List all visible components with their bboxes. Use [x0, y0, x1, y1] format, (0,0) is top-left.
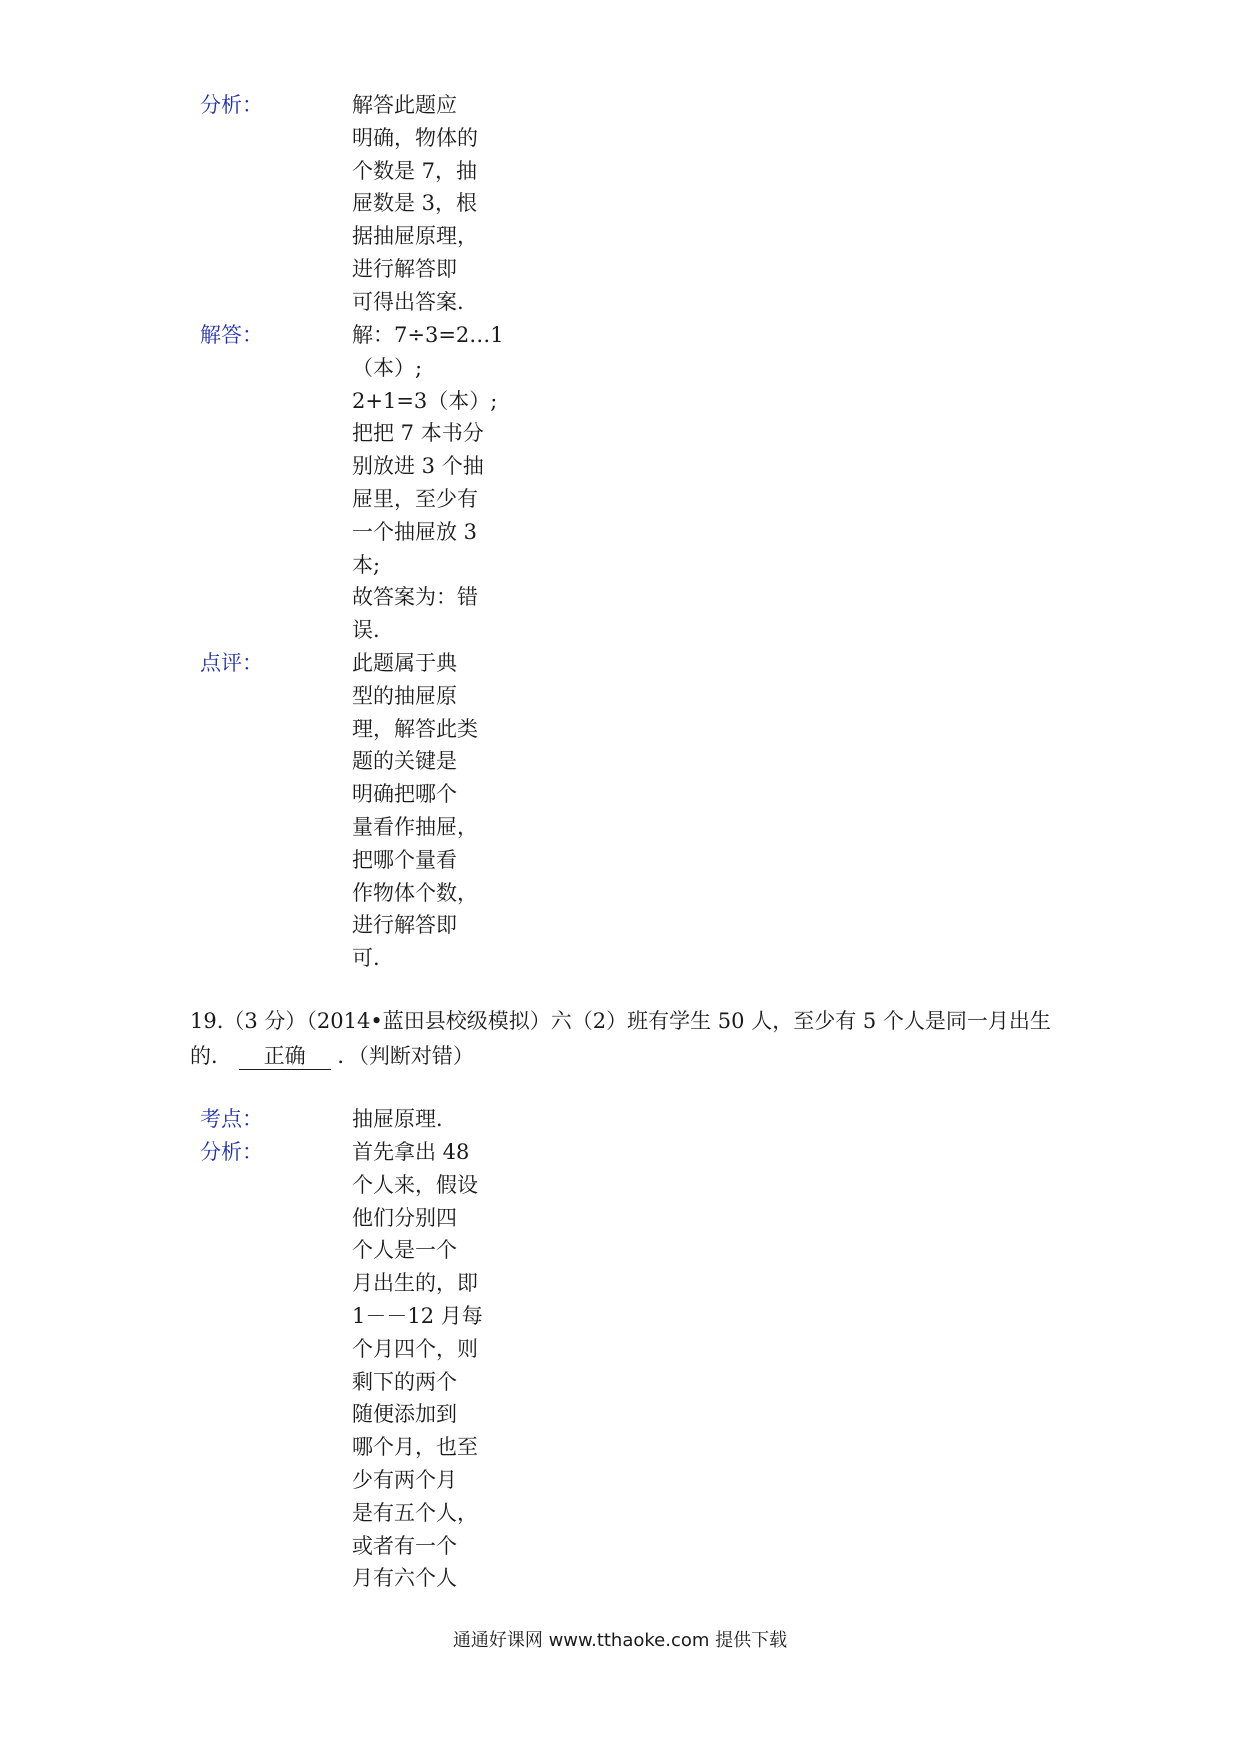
text-line: 2+1=3（本）; — [352, 388, 498, 413]
text-line: 型的抽屉原 — [352, 683, 457, 708]
text-line: （本）; — [352, 355, 423, 380]
text-line: 个月四个，则 — [352, 1336, 478, 1361]
text-line: 别放进 3 个抽 — [352, 454, 484, 479]
solution-text — [352, 319, 504, 647]
question-19-line1: 19.（3 分）（2014•蓝田县校级模拟）六（2）班有学生 50 人，至少有 5 个人是同一月出生 — [190, 1009, 1051, 1033]
analysis-label: 分析： — [200, 93, 263, 117]
text-line: 量看作抽屉， — [352, 814, 478, 839]
text-line: 他们分别四 — [352, 1205, 457, 1230]
comment-text — [352, 647, 492, 975]
text-line: 本; — [352, 552, 381, 577]
analysis-text-2 — [352, 1136, 492, 1595]
text-line: 月出生的，即 — [352, 1271, 478, 1296]
text-line: 首先拿出 48 — [352, 1140, 470, 1164]
text-line: 剩下的两个 — [352, 1369, 457, 1394]
text-line: 此题属于典 — [352, 651, 457, 675]
text-line: 月有六个人 — [352, 1566, 457, 1591]
text-line: 把哪个量看 — [352, 847, 457, 872]
text-line: 屉数是 3，根 — [352, 191, 478, 216]
point-text — [352, 1103, 492, 1136]
text-line: 误. — [352, 618, 380, 643]
text-line: 一个抽屉放 3 — [352, 519, 478, 544]
point-label: 考点： — [200, 1107, 263, 1131]
text-line: 解答此题应 — [352, 93, 457, 117]
footer-text: 通通好课网 www.tthaoke.com 提供下载 — [452, 1630, 788, 1651]
text-line: 解：7÷3=2…1 — [352, 323, 504, 347]
text-line: 可得出答案. — [352, 289, 464, 314]
text-line: 明确，物体的 — [352, 125, 478, 150]
text-line: 据抽屉原理， — [352, 224, 478, 249]
text-line: 随便添加到 — [352, 1402, 457, 1427]
text-line: 或者有一个 — [352, 1533, 457, 1558]
text-line: 屉里，至少有 — [352, 486, 478, 511]
text-line: 少有两个月 — [352, 1467, 457, 1492]
text-line: 1－－12 月每 — [352, 1303, 483, 1328]
point-line: 抽屉原理． — [352, 1107, 457, 1131]
text-line: 理，解答此类 — [352, 716, 478, 741]
solution-label: 解答： — [200, 323, 263, 347]
text-line: 进行解答即 — [352, 913, 457, 938]
text-line: 题的关键是 — [352, 749, 457, 774]
text-line: 进行解答即 — [352, 256, 457, 281]
text-line: 可. — [352, 946, 380, 971]
analysis-label-2: 分析： — [200, 1140, 263, 1164]
text-line: 个人来，假设 — [352, 1172, 478, 1197]
question-19-line2 — [190, 1039, 1090, 1074]
text-line: 作物体个数， — [352, 880, 478, 905]
text-line: 是有五个人， — [352, 1500, 478, 1525]
comment-label: 点评： — [200, 651, 263, 675]
analysis-text — [352, 89, 492, 319]
text-line: 故答案为：错 — [352, 585, 478, 610]
text-line: 哪个月，也至 — [352, 1435, 478, 1460]
text-line: 明确把哪个 — [352, 782, 457, 807]
text-line: 个人是一个 — [352, 1238, 457, 1263]
text-line: 个数是 7，抽 — [352, 158, 478, 183]
text-line: 把把 7 本书分 — [352, 421, 484, 446]
question-19-prefix: 的． — [190, 1044, 232, 1068]
question-19-suffix: ．（判断对错） — [337, 1044, 474, 1068]
answer-blank: 正确 — [239, 1043, 331, 1070]
question-19 — [190, 1004, 1090, 1074]
